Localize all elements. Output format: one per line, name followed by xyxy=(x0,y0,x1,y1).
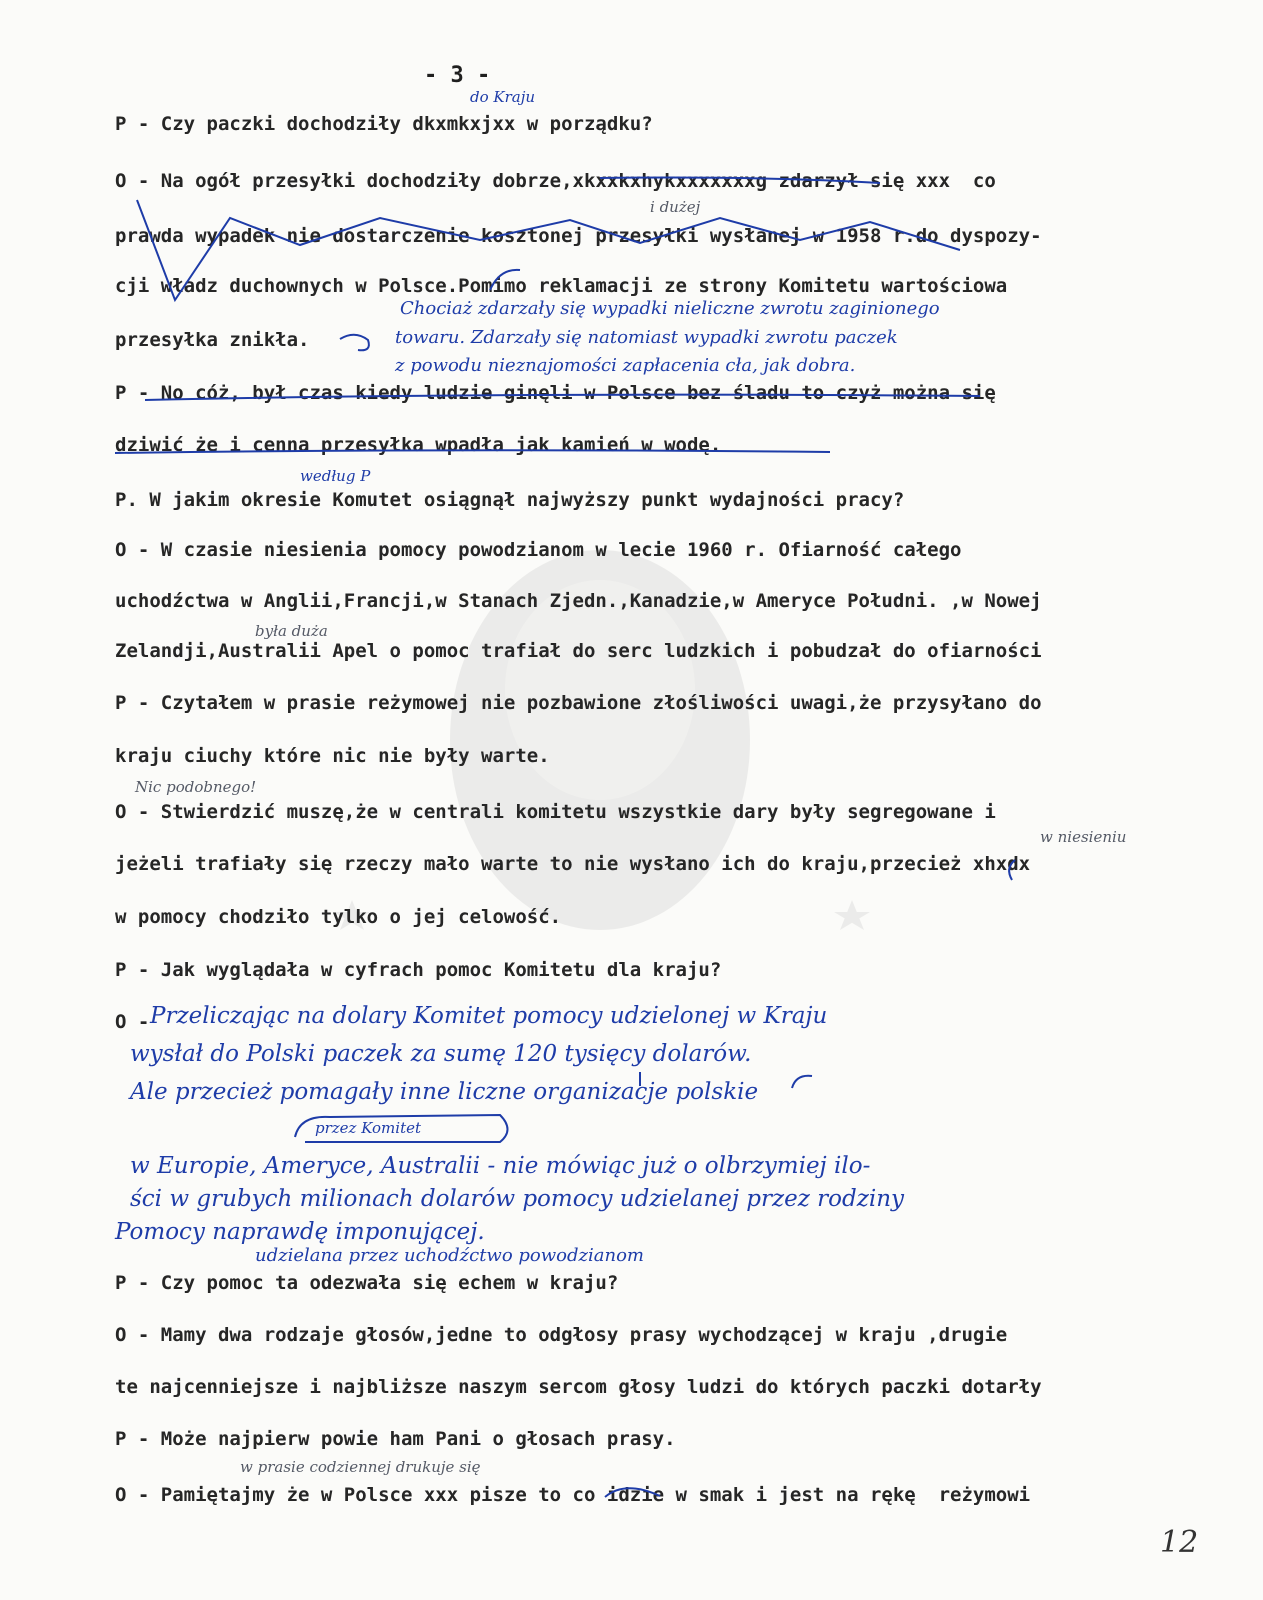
handwritten-insertion: przez Komitet xyxy=(315,1119,422,1137)
handwritten-insertion: i dużej xyxy=(650,198,701,216)
handwritten-note: towaru. Zdarzały się natomiast wypadki zwrotu paczek xyxy=(395,327,898,348)
page-number: - 3 - xyxy=(424,63,491,88)
typed-line: P - Czy paczki dochodziły dkxmkxjxx w porządku? xyxy=(115,113,653,135)
typed-line: O - Stwierdzić muszę,że w centrali komitetu wszystkie dary były segregowane i xyxy=(115,801,996,823)
typed-line: O - xyxy=(115,1011,150,1033)
handwritten-answer: w Europie, Ameryce, Australii - nie mówiąc już o olbrzymiej ilo- xyxy=(130,1153,871,1179)
typed-line: P - Jak wyglądała w cyfrach pomoc Komitetu dla kraju? xyxy=(115,959,722,981)
handwritten-insertion: w prasie codziennej drukuje się xyxy=(240,1458,481,1476)
typed-line: jeżeli trafiały się rzeczy mało warte to nie wysłano ich do kraju,przecież xhxdx xyxy=(115,853,1031,875)
typed-line: P - Może najpierw powie ham Pani o głosach prasy. xyxy=(115,1428,676,1450)
typed-line: O - W czasie niesienia pomocy powodzianom w lecie 1960 r. Ofiarność całego xyxy=(115,539,962,561)
typed-line: uchodźctwa w Anglii,Francji,w Stanach Zjedn.,Kanadzie,w Ameryce Południ. ,w Nowej xyxy=(115,590,1042,612)
typed-line: O - Mamy dwa rodzaje głosów,jedne to odgłosy prasy wychodzącej w kraju ,drugie xyxy=(115,1324,1008,1346)
typed-line: O - Na ogół przesyłki dochodziły dobrze,xkxxkxhykxxxxxxxg zdarzył się xxx co xyxy=(115,170,996,192)
handwritten-answer: Pomocy naprawdę imponującej. xyxy=(115,1219,485,1245)
handwritten-insertion: według P xyxy=(300,467,371,485)
typed-line: prawda wypadek nie dostarczenie kosztonej przesyłki wysłanej w 1958 r.do dyspozy- xyxy=(115,225,1042,247)
handwritten-answer: wysłał do Polski paczek za sumę 120 tysięcy dolarów. xyxy=(130,1041,752,1067)
handwritten-insertion: Nic podobnego! xyxy=(135,778,257,796)
typed-line: kraju ciuchy które nic nie były warte. xyxy=(115,745,550,767)
handwritten-note: z powodu nieznajomości zapłacenia cła, jak dobra. xyxy=(395,355,856,376)
handwritten-insertion: w niesieniu xyxy=(1040,828,1127,846)
typed-line: dziwić że i cenna przesyłka wpadła jak kamień w wodę. xyxy=(115,434,722,456)
typed-line: w pomocy chodziło tylko o jej celowość. xyxy=(115,906,562,928)
typed-line: P - Czytałem w prasie reżymowej nie pozbawione złośliwości uwagi,że przysyłano do xyxy=(115,692,1042,714)
handwritten-note: Chociaż zdarzały się wypadki nieliczne zwrotu zaginionego xyxy=(400,298,940,319)
handwritten-insertion: była duża xyxy=(255,622,328,640)
handwritten-answer: ści w grubych milionach dolarów pomocy udzielanej przez rodziny xyxy=(130,1186,905,1212)
typed-line: te najcenniejsze i najbliższe naszym sercom głosy ludzi do których paczki dotarły xyxy=(115,1376,1042,1398)
typed-line: P - No cóż, był czas kiedy ludzie ginęli w Polsce bez śladu to czyż można się xyxy=(115,382,996,404)
typed-line: Zelandji,Australii Apel o pomoc trafiał do serc ludzkich i pobudzał do ofiarności xyxy=(115,640,1042,662)
handwritten-answer: Ale przecież pomagały inne liczne organizacje polskie xyxy=(130,1079,759,1105)
typed-line: przesyłka znikła. xyxy=(115,329,310,351)
typed-line: P. W jakim okresie Komutet osiągnął najwyższy punkt wydajności pracy? xyxy=(115,489,905,511)
watermark-portrait xyxy=(300,500,900,960)
handwritten-answer: Przeliczając na dolary Komitet pomocy udzielonej w Kraju xyxy=(150,1003,828,1029)
handwritten-insertion: do Kraju xyxy=(470,88,536,106)
typed-line: O - Pamiętajmy że w Polsce xxx pisze to co idzie w smak i jest na rękę reżymowi xyxy=(115,1484,1031,1506)
typed-line: cji władz duchownych w Polsce.Pomimo reklamacji ze strony Komitetu wartościowa xyxy=(115,275,1008,297)
handwritten-answer: udzielana przez uchodźctwo powodzianom xyxy=(255,1245,644,1266)
folio-number: 12 xyxy=(1160,1525,1199,1560)
typed-line: P - Czy pomoc ta odezwała się echem w kraju? xyxy=(115,1272,619,1294)
